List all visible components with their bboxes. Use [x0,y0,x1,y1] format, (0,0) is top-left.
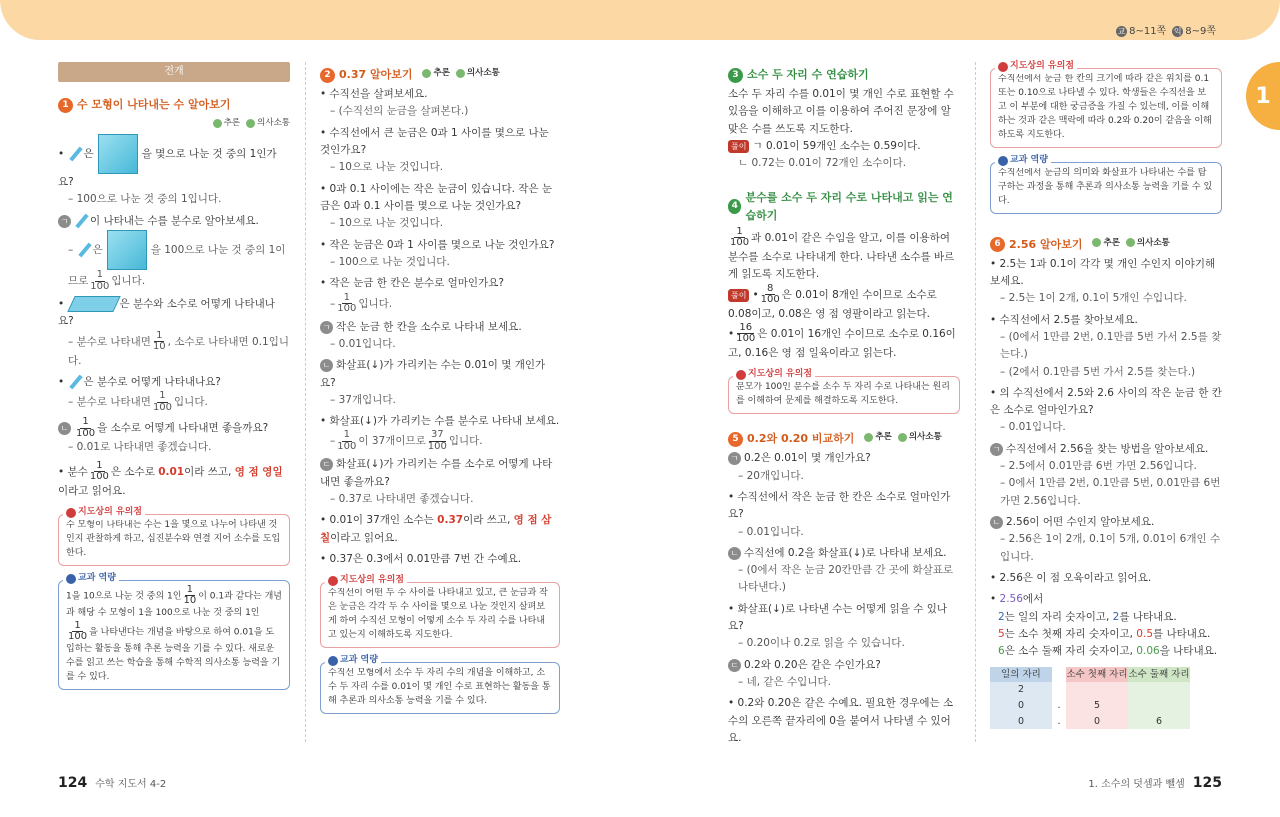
question: • 2.5는 1과 0.1이 각각 몇 개인 수인지 이야기해 보세요. [990,257,1216,287]
plus-icon [66,574,76,584]
reasoning-icon [213,119,222,128]
question: ㄴ 수직선에 0.2을 화살표(↓)로 나타내 보세요. [728,545,960,562]
fraction: $\frac{16}{100}$ [736,321,756,345]
column-4 [990,62,1222,729]
question: ㄱ 수직선에서 2.56을 찾는 방법을 알아보세요. [990,441,1222,458]
teaching-note-box: 지도상의 유의점 수직선이 어떤 두 수 사이를 나타내고 있고, 큰 눈금과 작은 눈금은 각각 두 수 사이를 몇으로 나눈 것인지 살펴보게 하여 수직선 모형이 어떻게 소수 두 자리 수를 나타내고 있는지 이해하도록 지도한다. [320,582,560,648]
table-row [990,714,1190,730]
fraction: $\frac{1}{100}$ [68,619,88,643]
table-row [990,682,1190,698]
fraction: $\frac{1}{10}$ [152,329,166,353]
flat-model-icon [67,296,120,312]
answer: – 분수로 나타내면 $\frac{1}{10}$ , 소수로 나타내면 0.1입니다. [68,329,290,367]
statement: • 0.01이 37개인 소수는 0.37이라 쓰고, 영 점 삼칠이라고 읽어요. [320,514,552,544]
fraction: $\frac{1}{100}$ [76,416,96,439]
teaching-note-box: 지도상의 유의점 분모가 100인 분수를 소수 두 자리 수로 나타내는 원리를 이해하여 문제를 해결하도록 지도한다. [728,376,960,414]
question: • 은 분수로 어떻게 나타내나요? [58,376,221,389]
example: • $\frac{16}{100}$ 은 0.01이 16개인 수이므로 소수로 0.16이고, 0.16은 영 점 일육이라고 읽는다. [728,321,956,359]
chapter-tab: 1 [1246,62,1280,130]
fraction: $\frac{1}{100}$ [337,291,357,315]
question: ㄱ 작은 눈금 한 칸을 소수로 나타내 보세요. [320,319,560,336]
question: • 화살표(↓)가 가리키는 수를 분수로 나타내 보세요. [320,415,560,428]
answer: – (수직선의 눈금을 살펴본다.) [330,105,469,118]
table-header: 일의 자리 [990,667,1052,683]
question: • 은 을 몇으로 나눈 것 중의 1인가요? [58,134,290,191]
alert-icon [998,62,1008,72]
statement: • 2.56은 이 점 오육이라고 읽어요. [990,571,1152,584]
answer: – 100으로 나눈 것입니다. [330,255,450,268]
digit-line: 6은 소수 둘째 자리 숫자이고, 0.06을 나타내요. [998,645,1218,658]
table-header: 소수 둘째 자리 [1128,667,1190,683]
footer-right [1088,775,1222,791]
table-cell [1066,682,1128,698]
cube-model-icon [107,230,147,270]
communication-icon [246,119,255,128]
digit-line: 2는 일의 자리 숫자이고, 2를 나타내요. [998,610,1177,623]
example: 풀이 • $\frac{8}{100}$ 은 0.01이 8개인 수이므로 소수로 0.08이고, 0.08은 영 점 영팔이라고 읽는다. [728,282,937,320]
column-3 [728,62,960,747]
workbook-ref: 익 8~9쪽 [1173,26,1216,37]
rod-model-icon [69,147,82,162]
question: • 수직선에서 작은 눈금 한 칸은 소수로 얼마인가요? [728,490,951,521]
page-references [1116,22,1216,37]
answer: – 0.01로 나타내면 좋겠습니다. [68,441,212,454]
book-title: 수학 지도서 4-2 [95,779,167,790]
fraction: $\frac{37}{100}$ [427,429,447,452]
section-5-heading: 5 0.2와 0.20 비교하기 추론 의사소통 [728,430,960,448]
paragraph: $\frac{1}{100}$ 과 0.01이 같은 수임을 알고, 이를 이용하여 분수를 소수로 나타내게 한다. 나타낸 소수를 바르게 읽도록 지도한다. [728,225,955,281]
question: ㄱ 이 나타내는 수를 분수로 알아보세요. [58,213,290,230]
answer: – 37개입니다. [330,393,396,406]
section-6-heading: 6 2.56 알아보기 추론 의사소통 [990,236,1222,254]
answer: – 10으로 나눈 것입니다. [330,217,444,230]
table-cell [1128,698,1190,714]
table-header: 소수 첫째 자리 [1066,667,1128,683]
rod-model-icon [75,213,88,228]
answer: – (0에서 작은 눈금 20칸만큼 간 곳에 화살표로 나타낸다.) [738,564,954,594]
answer: – $\frac{1}{100}$ 입니다. [330,291,393,315]
question: • 의 수직선에서 2.5와 2.6 사이의 작은 눈금 한 칸은 소수로 얼마인가요? [990,386,1222,417]
reasoning-icon [864,433,873,442]
table-cell [1052,682,1066,698]
table-cell: . [1057,715,1061,727]
plus-icon [998,156,1008,166]
table-cell [1128,682,1190,698]
answer: – 분수로 나타내면 $\frac{1}{100}$ 입니다. [68,390,208,413]
answer: – 2.5는 1이 2개, 0.1이 5개인 수입니다. [1000,292,1187,305]
answer: – 0.01입니다. [1000,421,1066,434]
section-2-heading: 2 0.37 알아보기 추론 의사소통 [320,66,560,84]
table-cell: 0 [1066,714,1128,730]
answer: – (0에서 1만큼 2번, 0.1만큼 5번 가서 2.5를 찾는다.) [1000,330,1222,361]
answer: – $\frac{1}{100}$ 이 37개이므로 $\frac{37}{100}$ 입니다. [330,429,483,452]
rod-model-icon [78,243,91,258]
question: • 수직선에서 큰 눈금은 0과 1 사이를 몇으로 나눈 것인가요? [320,126,549,157]
example: ㄴ 0.72는 0.01이 72개인 소수이다. [738,157,907,170]
statement: • 분수 $\frac{1}{100}$ 은 소수로 0.01이라 쓰고, 영 점 영일이라고 읽어요. [58,459,283,497]
question: • 작은 눈금 한 칸은 분수로 얼마인가요? [320,277,504,290]
example: 풀이 ㄱ 0.01이 59개인 소수는 0.59이다. [728,138,960,155]
alert-icon [66,508,76,518]
page-number: 124 [58,775,88,791]
fraction: $\frac{1}{100}$ [152,390,173,413]
section-banner: 전개 [58,62,290,82]
question: ㄴ $\frac{1}{100}$ 을 소수로 어떻게 나타내면 좋을까요? [58,417,290,439]
rod-model-icon [69,375,82,390]
question: ㄷ 0.2와 0.20은 같은 수인가요? [728,657,960,674]
answer: – (2에서 0.1만큼 5번 가서 2.5를 찾는다.) [1000,365,1196,378]
fraction: $\frac{1}{100}$ [89,459,109,483]
question: • 수직선을 살펴보세요. [320,88,428,101]
table-cell: 0 [990,698,1052,714]
teaching-note-box: 지도상의 유의점 수 모형이 나타내는 수는 1을 몇으로 나누어 나타낸 것인지 관찰하게 하고, 십진분수와 연결 지어 소수를 도입한다. [58,514,290,566]
column-2 [320,62,560,714]
table-row [990,698,1190,714]
statement: • 0.2와 0.20은 같은 수예요. 필요한 경우에는 소수의 오른쪽 끝자리에 0을 붙여서 나타낼 수 있어요. [728,697,954,744]
answer: – 2.5에서 0.01만큼 6번 가면 2.56입니다. [1000,460,1197,473]
communication-icon [1126,238,1135,247]
answer: – 0.37로 나타내면 좋겠습니다. [330,493,474,506]
question: • 0과 0.1 사이에는 작은 눈금이 있습니다. 작은 눈금은 0과 0.1 사이를 몇으로 나눈 것인가요? [320,182,553,213]
competency-box: 교과 역량 수직선에서 눈금의 의미와 화살표가 나타내는 수를 탐구하는 과정을 통해 추론과 의사소통 능력을 기를 수 있다. [990,162,1222,214]
fraction: $\frac{1}{100}$ [90,269,110,292]
answer: – 0에서 1만큼 2번, 0.1만큼 5번, 0.01만큼 6번 가면 2.56입니다. [1000,477,1221,507]
answer: – 2.56은 1이 2개, 0.1이 5개, 0.01이 6개인 수입니다. [1000,533,1221,563]
section-number: 1 [58,98,73,113]
column-1 [58,62,290,690]
question: ㄴ 2.56이 어떤 수인지 알아보세요. [990,514,1222,531]
reasoning-icon [1092,238,1101,247]
answer: – 100으로 나눈 것 중의 1입니다. [68,193,222,206]
table-cell: . [1057,699,1061,711]
column-divider [975,62,976,742]
table-header-row [990,667,1190,683]
place-value-table [990,667,1190,730]
answer: – 네, 같은 수입니다. [738,676,831,688]
question: • 수직선에서 2.5를 찾아보세요. [990,313,1138,326]
workbook-icon: 익 [1173,27,1182,36]
communication-icon [898,433,907,442]
competency-box: 교과 역량 수직선 모형에서 소수 두 자리 수의 개념을 이해하고, 소수 두 자리 수를 0.01이 몇 개인 수로 표현하는 활동을 통해 추론과 의사소통 능력을 기를 수 있다. [320,662,560,714]
competency-box: 교과 역량 1을 10으로 나눈 것 중의 1인 $\frac{1}{10}$ 이 0.1과 같다는 개념과 해당 수 모형이 1을 100으로 나눈 것 중의 1인 $\frac{1}{100}$ 을 나타낸다는 개념을 바탕으로 하여 0.01을 도입하는 활동을 통해 추론 능력을 기를 수 있다. 새로운 수를 읽고 쓰는 학습을 통해 수학적 의사소통 능력을 기를 수 있다. [58,580,290,690]
table-cell: 6 [1128,714,1190,730]
communication-icon [456,69,465,78]
fraction: $\frac{1}{100}$ [730,225,750,249]
textbook-ref: 교 8~11쪽 [1117,26,1167,37]
question: • 은 분수와 소수로 어떻게 나타내나요? [58,298,275,328]
section-1-heading: 1 수 모형이 나타내는 수 알아보기 [58,96,290,114]
answer: – 0.01입니다. [330,337,396,350]
fraction: $\frac{8}{100}$ [760,282,780,306]
column-divider [305,62,306,742]
section-3-heading: 3 소수 두 자리 수 연습하기 [728,66,960,84]
table-cell: 5 [1066,698,1128,714]
question: • 화살표(↓)로 나타낸 수는 어떻게 읽을 수 있나요? [728,602,947,633]
competency-tags: 추론 의사소통 [58,116,290,130]
answer: – 20개입니다. [738,469,804,482]
answer: – 은 을 100으로 나눈 것 중의 1이 [58,230,290,270]
footer-left [58,775,166,791]
chapter-title: 1. 소수의 덧셈과 뺄셈 [1088,779,1185,790]
digit-line: 5는 소수 첫째 자리 숫자이고, 0.5를 나타내요. [998,627,1211,640]
question: ㄱ 0.2은 0.01이 몇 개인가요? [728,450,960,467]
plus-icon [328,656,338,666]
statement: • 2.56에서 [990,593,1044,606]
answer: – 10으로 나눈 것입니다. [330,161,444,174]
answer: – 0.01입니다. [738,525,804,538]
fraction: $\frac{1}{10}$ [183,583,197,607]
table-cell: 2 [990,682,1052,698]
question: ㄷ 화살표(↓)가 가리키는 수를 소수로 어떻게 나타내면 좋을까요? [320,458,553,488]
reasoning-icon [422,69,431,78]
cube-model-icon [98,134,138,174]
alert-icon [328,576,338,586]
answer: 므로 $\frac{1}{100}$ 입니다. [68,269,146,292]
question: • 작은 눈금은 0과 1 사이를 몇으로 나눈 것인가요? [320,238,555,251]
question: ㄴ 화살표(↓)가 가리키는 수는 0.01이 몇 개인가요? [320,359,546,389]
page-number: 125 [1192,775,1222,791]
table-cell: 0 [990,714,1052,730]
alert-icon [736,370,746,380]
paragraph: 소수 두 자리 수를 0.01이 몇 개인 수로 표현할 수 있음을 이해하고 이를 이용하여 주어진 문장에 알맞은 수를 쓰도록 지도한다. [728,88,954,135]
top-band [0,0,1280,40]
section-4-heading: 4 분수를 소수 두 자리 수로 나타내고 읽는 연습하기 [728,189,960,225]
answer: – 0.20이나 0.2로 읽을 수 있습니다. [738,637,905,650]
fraction: $\frac{1}{100}$ [337,429,357,452]
textbook-icon: 교 [1117,27,1126,36]
statement: • 0.37은 0.3에서 0.01만큼 7번 간 수예요. [320,553,522,566]
teaching-note-box: 지도상의 유의점 수직선에서 눈금 한 칸의 크기에 따라 같은 위치를 0.1 또는 0.10으로 나타낼 수 있다. 학생들은 수직선을 보고 이 부분에 대한 궁금증을 가질 수 있는데, 이를 이해하는 것과 같은 맥락에 따라 0.2와 0.20이 같음을 이해하도록 지도한다. [990,68,1222,148]
